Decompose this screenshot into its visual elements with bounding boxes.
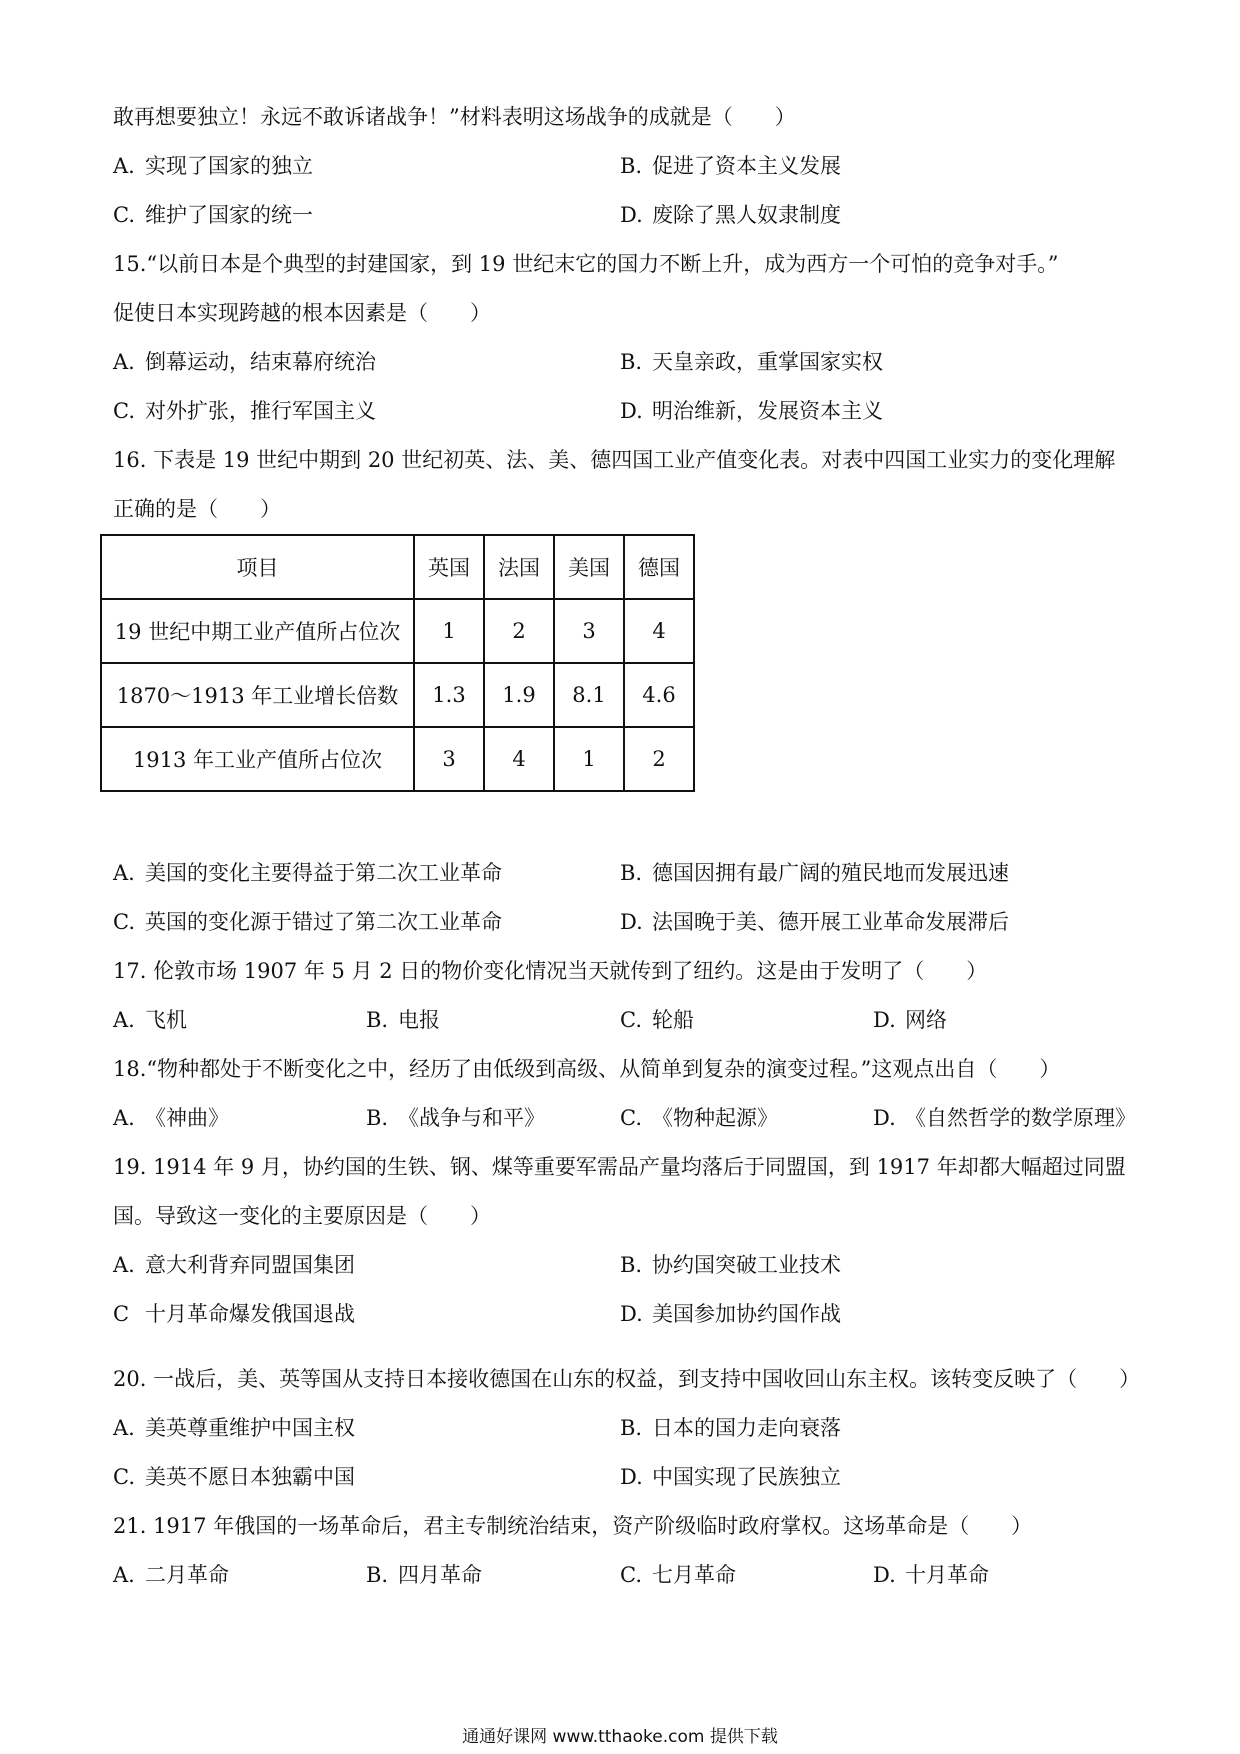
q15-stem-line2: 促使日本实现跨越的根本因素是（ ） bbox=[113, 301, 491, 325]
table-cell: 3 bbox=[554, 599, 624, 663]
q19-stem-line2: 国。导致这一变化的主要原因是（ ） bbox=[113, 1204, 491, 1228]
q14-stem: 敢再想要独立！永远不敢诉诸战争！”材料表明这场战争的成就是（ ） bbox=[113, 105, 796, 129]
table-cell: 4 bbox=[484, 727, 554, 791]
q16-option-b: B. 德国因拥有最广阔的殖民地而发展迅速 bbox=[620, 861, 1009, 885]
q16-option-d: D. 法国晚于美、德开展工业革命发展滞后 bbox=[620, 910, 1009, 934]
q15-option-d: D. 明治维新，发展资本主义 bbox=[620, 399, 883, 423]
q17-option-a: A. 飞机 bbox=[113, 1008, 187, 1032]
q19-stem-line1: 19. 1914 年 9 月，协约国的生铁、钢、煤等重要军需品产量均落后于同盟国，到 1917 年却都大幅超过同盟 bbox=[113, 1155, 1126, 1179]
q21-option-b: B. 四月革命 bbox=[366, 1563, 482, 1587]
q18-option-a: A. 《神曲》 bbox=[113, 1106, 229, 1130]
table-header-cell: 德国 bbox=[624, 535, 694, 599]
q20-stem: 20. 一战后，美、英等国从支持日本接收德国在山东的权益，到支持中国收回山东主权。该转变反映了（ ） bbox=[113, 1367, 1141, 1391]
table-cell: 1913 年工业产值所占位次 bbox=[101, 727, 414, 791]
q15-stem-line1: 15.“以前日本是个典型的封建国家，到 19 世纪末它的国力不断上升，成为西方一个可怕的竞争对手。” bbox=[113, 252, 1059, 276]
q20-option-d: D. 中国实现了民族独立 bbox=[620, 1465, 841, 1489]
table-cell: 1 bbox=[554, 727, 624, 791]
q15-option-b: B. 天皇亲政，重掌国家实权 bbox=[620, 350, 883, 374]
q19-option-a: A. 意大利背弃同盟国集团 bbox=[113, 1253, 355, 1277]
q18-option-b: B. 《战争与和平》 bbox=[366, 1106, 545, 1130]
table-row bbox=[101, 599, 694, 663]
q21-option-c: C. 七月革命 bbox=[620, 1563, 736, 1587]
q16-stem-line1: 16. 下表是 19 世纪中期到 20 世纪初英、法、美、德四国工业产值变化表。对表中四国工业实力的变化理解 bbox=[113, 448, 1116, 472]
table-cell: 1.3 bbox=[414, 663, 484, 727]
q14-option-a: A. 实现了国家的独立 bbox=[113, 154, 313, 178]
q14-option-c: C. 维护了国家的统一 bbox=[113, 203, 313, 227]
table-header-row bbox=[101, 535, 694, 599]
q16-stem-line2: 正确的是（ ） bbox=[113, 497, 281, 521]
q20-option-b: B. 日本的国力走向衰落 bbox=[620, 1416, 841, 1440]
q17-option-b: B. 电报 bbox=[366, 1008, 440, 1032]
table-header-cell: 法国 bbox=[484, 535, 554, 599]
table-cell: 2 bbox=[624, 727, 694, 791]
q18-option-c: C. 《物种起源》 bbox=[620, 1106, 778, 1130]
page-footer: 通通好课网 www.tthaoke.com 提供下载 bbox=[462, 1727, 778, 1747]
q15-option-a: A. 倒幕运动，结束幕府统治 bbox=[113, 350, 376, 374]
q19-option-c: C 十月革命爆发俄国退战 bbox=[113, 1302, 355, 1326]
table-row bbox=[101, 663, 694, 727]
table-header-cell: 美国 bbox=[554, 535, 624, 599]
table-cell: 3 bbox=[414, 727, 484, 791]
table-cell: 19 世纪中期工业产值所占位次 bbox=[101, 599, 414, 663]
table-cell: 8.1 bbox=[554, 663, 624, 727]
q17-option-c: C. 轮船 bbox=[620, 1008, 694, 1032]
q20-option-a: A. 美英尊重维护中国主权 bbox=[113, 1416, 355, 1440]
q21-option-d: D. 十月革命 bbox=[873, 1563, 989, 1587]
table-cell: 4.6 bbox=[624, 663, 694, 727]
q17-option-d: D. 网络 bbox=[873, 1008, 947, 1032]
q16-option-a: A. 美国的变化主要得益于第二次工业革命 bbox=[113, 861, 502, 885]
table-cell: 2 bbox=[484, 599, 554, 663]
q21-option-a: A. 二月革命 bbox=[113, 1563, 229, 1587]
table-cell: 1.9 bbox=[484, 663, 554, 727]
industrial-output-table bbox=[100, 534, 695, 792]
table-header-cell: 项目 bbox=[101, 535, 414, 599]
q20-option-c: C. 美英不愿日本独霸中国 bbox=[113, 1465, 355, 1489]
q21-stem: 21. 1917 年俄国的一场革命后，君主专制统治结束，资产阶级临时政府掌权。这场革命是（ ） bbox=[113, 1514, 1033, 1538]
q19-option-d: D. 美国参加协约国作战 bbox=[620, 1302, 841, 1326]
table-row bbox=[101, 727, 694, 791]
table-header-cell: 英国 bbox=[414, 535, 484, 599]
q15-option-c: C. 对外扩张，推行军国主义 bbox=[113, 399, 376, 423]
q18-stem: 18.“物种都处于不断变化之中，经历了由低级到高级、从简单到复杂的演变过程。”这观点出自（ ） bbox=[113, 1057, 1061, 1081]
q14-option-d: D. 废除了黑人奴隶制度 bbox=[620, 203, 841, 227]
q16-option-c: C. 英国的变化源于错过了第二次工业革命 bbox=[113, 910, 502, 934]
q19-option-b: B. 协约国突破工业技术 bbox=[620, 1253, 841, 1277]
table-cell: 4 bbox=[624, 599, 694, 663]
table-cell: 1 bbox=[414, 599, 484, 663]
q18-option-d: D. 《自然哲学的数学原理》 bbox=[873, 1106, 1136, 1130]
q17-stem: 17. 伦敦市场 1907 年 5 月 2 日的物价变化情况当天就传到了纽约。这是由于发明了（ ） bbox=[113, 959, 988, 983]
q14-option-b: B. 促进了资本主义发展 bbox=[620, 154, 841, 178]
table-cell: 1870～1913 年工业增长倍数 bbox=[101, 663, 414, 727]
